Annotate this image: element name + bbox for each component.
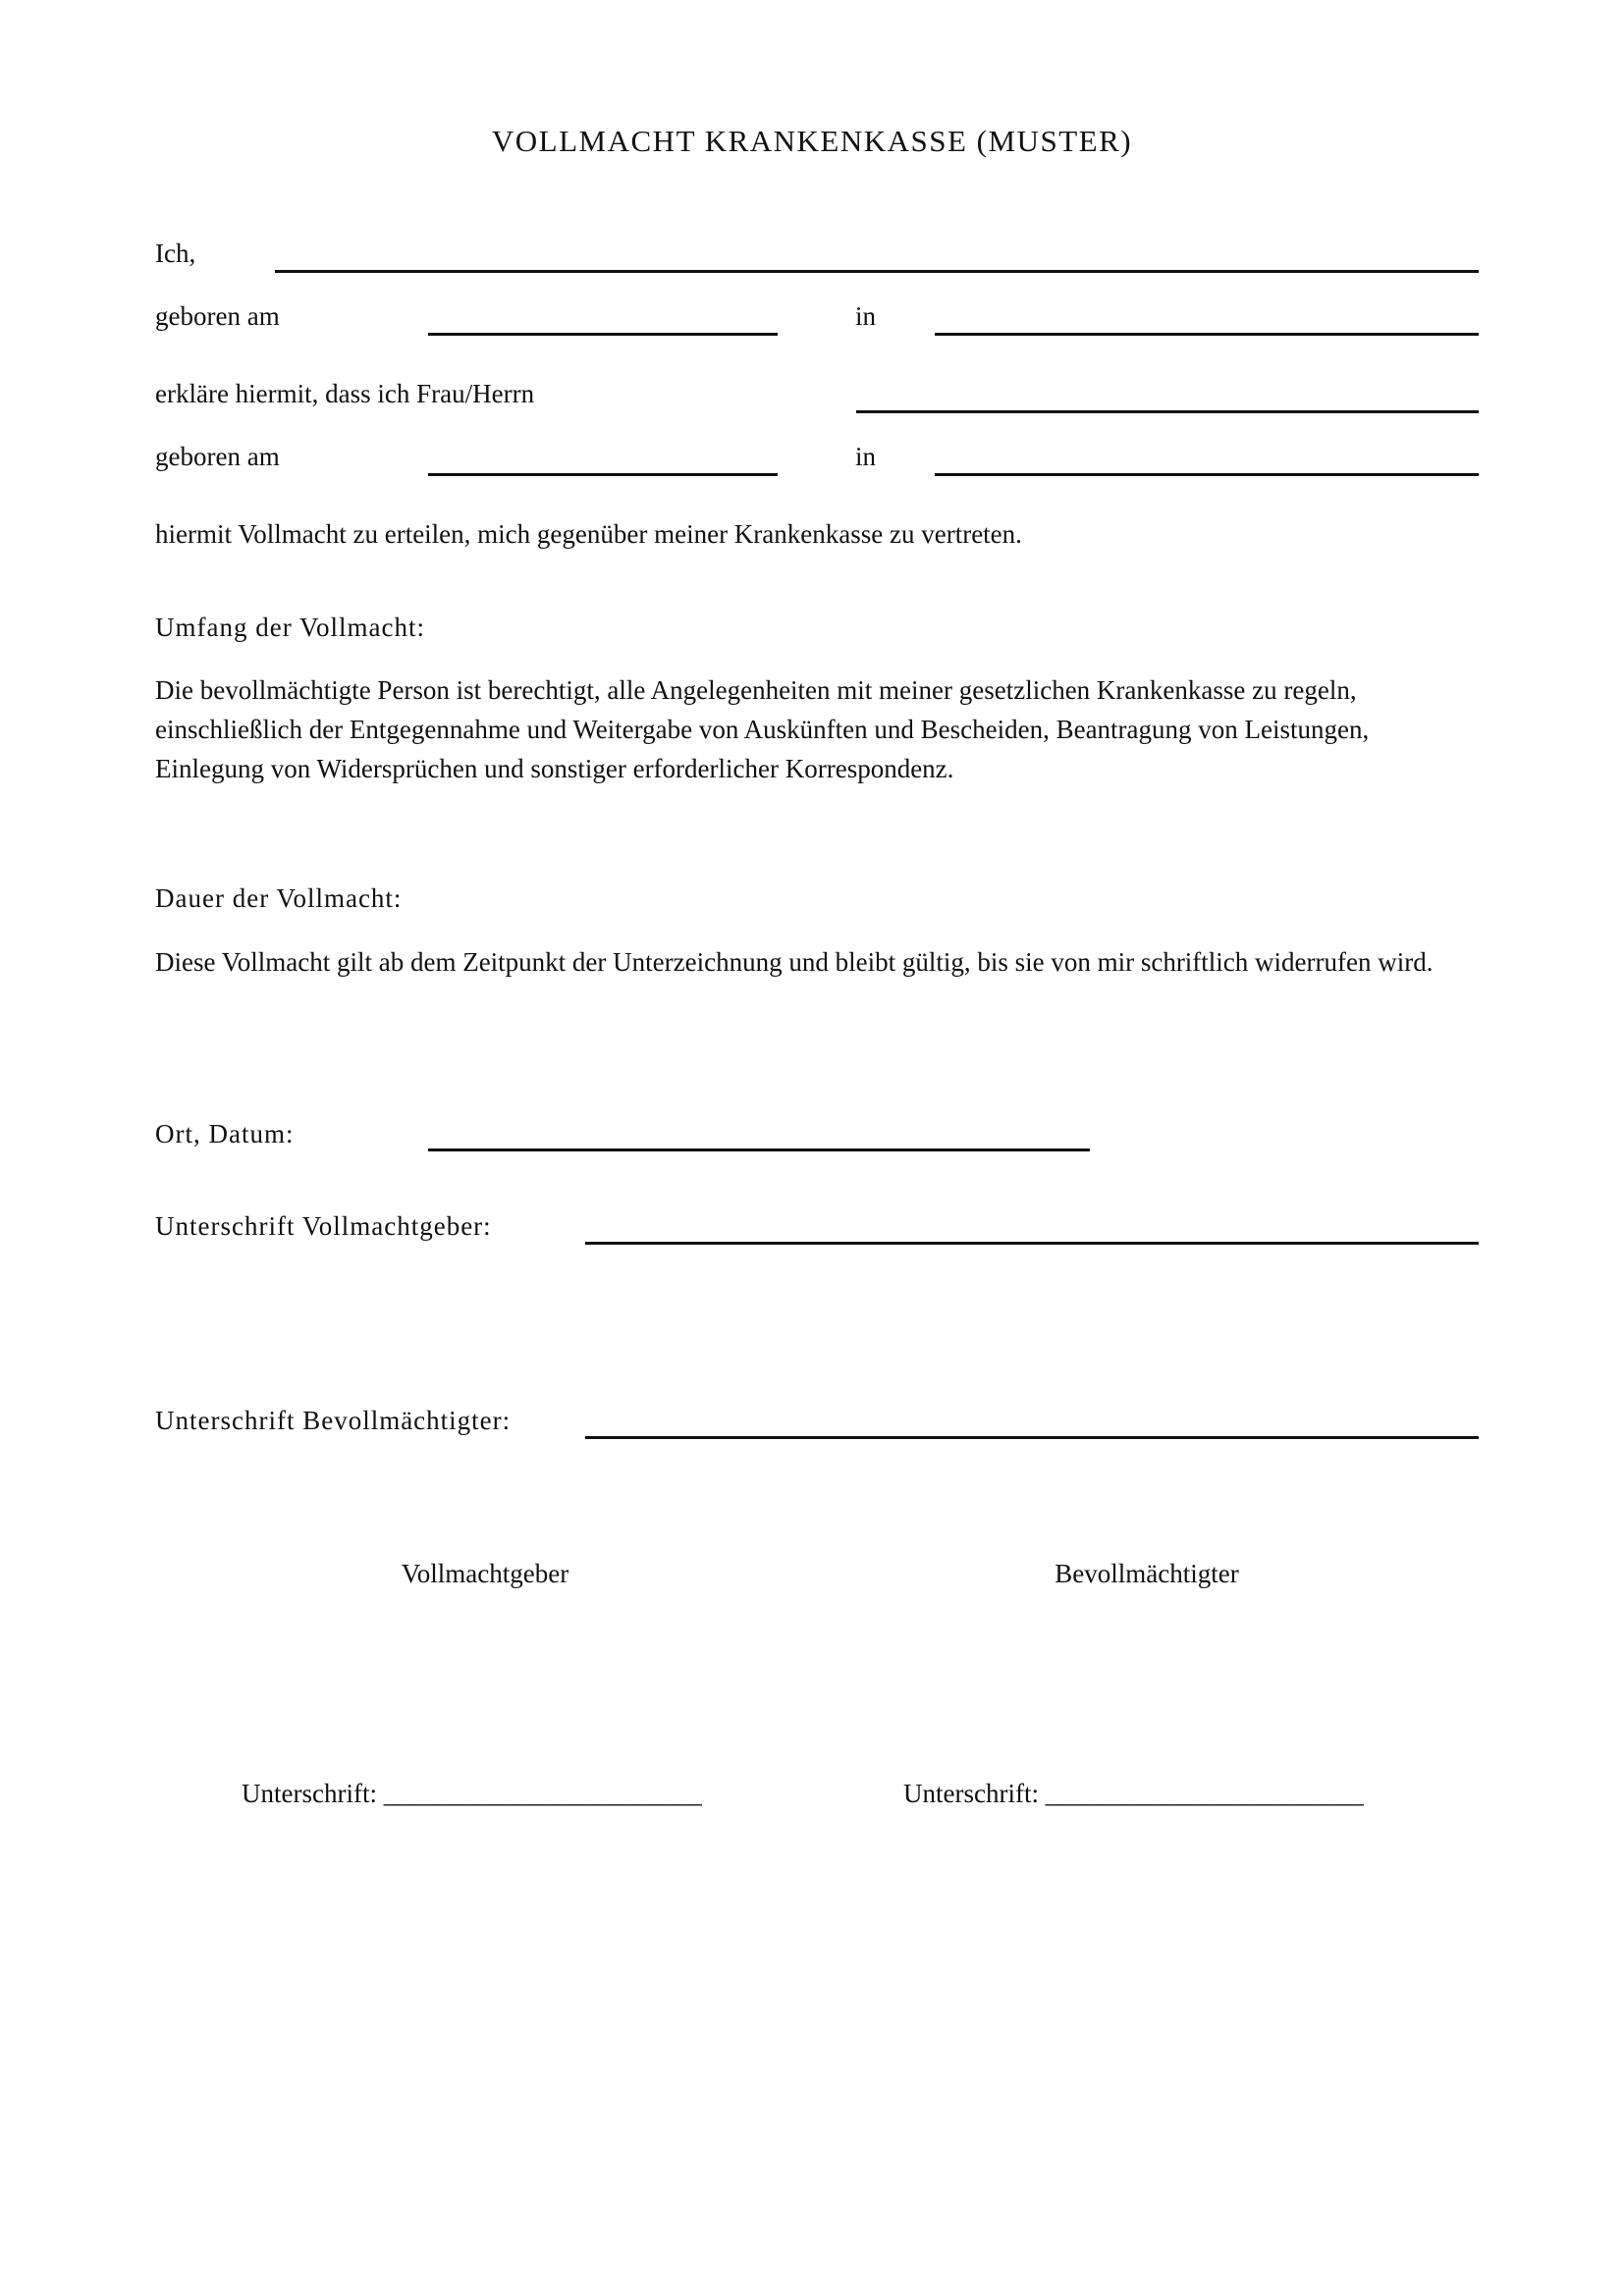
agent-birthdate-input-line[interactable]: [428, 473, 778, 476]
agent-birthplace-label: in: [855, 442, 877, 471]
birthdate-label: geboren am: [155, 301, 280, 331]
agent-bottom-signature[interactable]: Unterschrift: ________________________: [903, 1779, 1364, 1808]
agent-birthplace-input-line[interactable]: [935, 473, 1479, 476]
scope-text: Die bevollmächtigte Person ist berechtigt, alle Angelegenheiten mit meiner gesetzlichen Krankenkasse zu regeln, einschließlich der Entgegennahme und Weitergabe von Auskünften und Bescheiden, Beantragung von Leistungen, Einlegung von Widersprüchen und sonstiger erforderlicher Korrespondenz.: [155, 675, 1370, 783]
agent-birthdate-label: geboren am: [155, 442, 280, 471]
authorization-statement: hiermit Vollmacht zu erteilen, mich gegenüber meiner Krankenkasse zu vertreten.: [155, 519, 1022, 549]
name-input-line[interactable]: [275, 270, 1479, 273]
place-date-label: Ort, Datum:: [155, 1119, 295, 1148]
principal-heading: Vollmachtgeber: [401, 1559, 569, 1588]
document-title: VOLLMACHT KRANKENKASSE (MUSTER): [491, 124, 1133, 158]
scope-heading: Umfang der Vollmacht:: [155, 613, 425, 642]
agent-heading: Bevollmächtigter: [1055, 1559, 1239, 1588]
ich-label: Ich,: [155, 239, 196, 268]
agent-signature-label: Unterschrift Bevollmächtigter:: [155, 1406, 512, 1435]
agent-signature-line[interactable]: [585, 1436, 1479, 1439]
birthplace-input-line[interactable]: [935, 333, 1479, 336]
principal-signature-line[interactable]: [585, 1242, 1479, 1245]
declare-label: erkläre hiermit, dass ich Frau/Herrn: [155, 379, 535, 408]
principal-bottom-signature[interactable]: Unterschrift: ________________________: [242, 1779, 702, 1808]
duration-heading: Dauer der Vollmacht:: [155, 883, 403, 913]
place-date-input-line[interactable]: [428, 1148, 1090, 1151]
duration-text: Diese Vollmacht gilt ab dem Zeitpunkt der Unterzeichnung und bleibt gültig, bis sie von mir schriftlich widerrufen wird.: [155, 947, 1434, 977]
birthdate-input-line[interactable]: [428, 333, 778, 336]
principal-signature-label: Unterschrift Vollmachtgeber:: [155, 1211, 492, 1241]
agent-name-input-line[interactable]: [856, 410, 1479, 413]
birthplace-label: in: [855, 301, 877, 331]
